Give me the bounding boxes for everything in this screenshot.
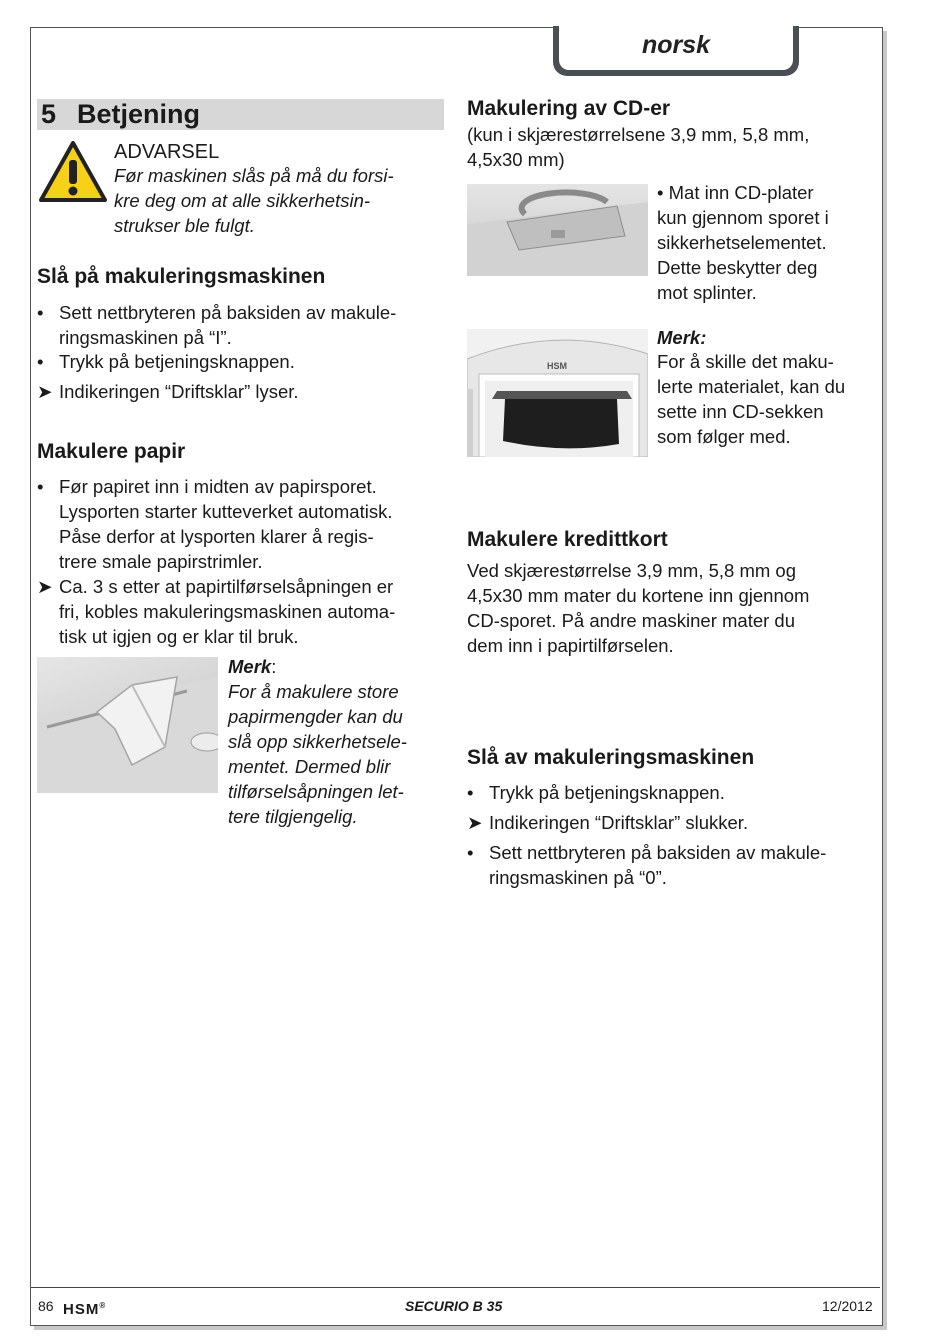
section-number: 5 bbox=[41, 99, 57, 129]
language-tab bbox=[553, 26, 799, 76]
footer-brand: HSM® bbox=[63, 1301, 107, 1318]
paper-note-label: Merk: bbox=[228, 656, 277, 677]
shred-card-text: Ved skjærestørrelse 3,9 mm, 5,8 mm og 4,5x30 mm mater du kortene inn gjennom CD-sporet. På andre maskiner mater du dem inn i papirtilførselen. bbox=[467, 560, 810, 656]
footer-divider bbox=[31, 1287, 880, 1288]
switch-off-heading: Slå av makuleringsmaskinen bbox=[467, 746, 755, 769]
cd-note-label: Merk: bbox=[657, 327, 707, 348]
list-item: • Trykk på betjeningsknappen. bbox=[467, 782, 725, 803]
machine-logo: HSM bbox=[547, 361, 567, 371]
footer-product: SECURIO B 35 bbox=[405, 1298, 503, 1314]
footer-date: 12/2012 bbox=[822, 1298, 873, 1314]
warning-text: Før maskinen slås på må du forsi- kre deg om at alle sikkerhetsin- strukser ble fulgt. bbox=[114, 165, 394, 236]
list-item: ➤ Indikeringen “Driftsklar” lyser. bbox=[37, 381, 299, 402]
list-item: ➤ Indikeringen “Driftsklar” slukker. bbox=[467, 812, 749, 833]
language-label: norsk bbox=[641, 31, 711, 59]
list-item: • Før papiret inn i midten av papirsporet. Lysporten starter kutteverket automatisk. Påse derfor at lysporten klarer å regis- trere smale papirstrimler. bbox=[37, 476, 393, 572]
page-number: 86 bbox=[38, 1298, 54, 1314]
shred-cd-heading: Makulering av CD-er bbox=[467, 97, 671, 120]
list-item: • Sett nettbryteren på baksiden av makule- ringsmaskinen på “I”. bbox=[37, 302, 397, 348]
warning-triangle-icon bbox=[38, 140, 108, 203]
section-title-text: Betjening bbox=[77, 99, 201, 129]
list-item: • Sett nettbryteren på baksiden av makule- ringsmaskinen på “0”. bbox=[467, 842, 827, 888]
section-title bbox=[41, 97, 200, 131]
paper-slot-photo bbox=[37, 657, 218, 793]
shred-card-heading: Makulere kredittkort bbox=[467, 528, 668, 551]
list-item: ➤ Ca. 3 s etter at papirtilførselsåpningen er fri, kobles makuleringsmaskinen automa- tisk ut igjen og er klar til bruk. bbox=[37, 576, 396, 647]
list-item: • Trykk på betjeningsknappen. bbox=[37, 351, 295, 372]
warning-title: ADVARSEL bbox=[114, 141, 220, 163]
switch-on-heading: Slå på makuleringsmaskinen bbox=[37, 265, 326, 288]
cd-slot-photo bbox=[467, 184, 648, 276]
cd-bag-photo bbox=[467, 329, 648, 457]
shred-paper-heading: Makulere papir bbox=[37, 440, 186, 463]
shred-cd-subtitle: (kun i skjærestørrelsene 3,9 mm, 5,8 mm, 4,5x30 mm) bbox=[467, 124, 810, 170]
cd-note-text: For å skille det maku- lerte materialet, kan du sette inn CD-sekken som følger med. bbox=[657, 351, 846, 447]
paper-note-text: For å makulere store papirmengder kan du slå opp sikkerhetsele- mentet. Dermed blir tilførselsåpningen let- tere tilgjengelig. bbox=[228, 681, 407, 827]
cd-bullet-text: • Mat inn CD-plater kun gjennom sporet i sikkerhetselementet. Dette beskytter deg mot splinter. bbox=[657, 182, 829, 303]
